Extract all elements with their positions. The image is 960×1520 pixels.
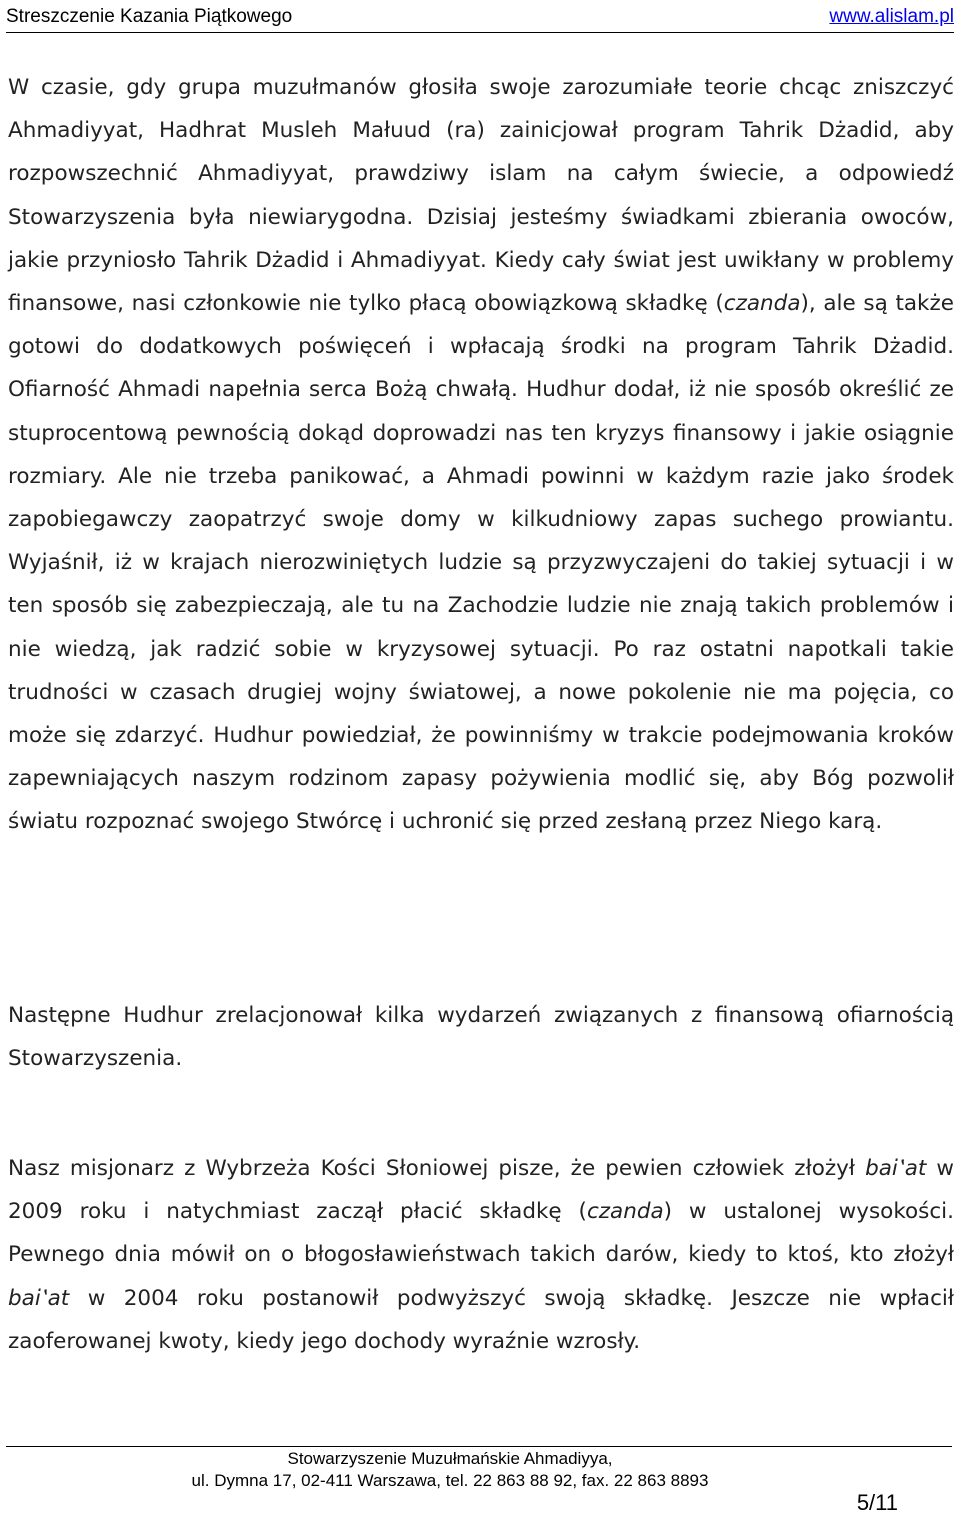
text-run: ), ale są także gotowi do dodatkowych poświęceń i wpłacają środki na program Tahrik Dżadid. Ofiarność Ahmadi napełnia serca Bożą chwałą. Hudhur dodał, iż nie sposób określić ze stuprocentową pewnością dokąd doprowadzi nas ten kryzys finansowy i jakie osiągnie rozmiary. Ale nie trzeba panikować, a Ahmadi powinni w każdym razie jako środek zapobiegawczy zaopatrzyć swoje domy w kilkudniowy zapas suchego prowiantu. Wyjaśnił, iż w krajach nierozwiniętych ludzie są przyzwyczajeni do takiej sytuacji i w ten sposób się zabezpieczają, ale tu na Zachodzie ludzie nie znają takich problemów i nie wiedzą, jak radzić sobie w kryzysowej sytuacji. Po raz ostatni napotkali takie trudności w czasach drugiej wojny światowej, a nowe pokolenie nie ma pojęcia, co może się zdarzyć. Hudhur powiedział, że powinniśmy w trakcie podejmowania kroków zapewniających naszym rodzinom zapasy pożywienia modlić się, aby Bóg pozwolił światu rozpoznać swojego Stwórcę i uchronić się przed zesłaną przez Niego karą. bbox=[8, 291, 955, 835]
header-url-link[interactable]: www.alislam.pl bbox=[829, 6, 954, 27]
header-title: Streszczenie Kazania Piątkowego bbox=[6, 6, 293, 27]
page-header bbox=[6, 4, 954, 30]
page-number: 5/11 bbox=[856, 1490, 898, 1515]
text-run: Nasz misjonarz z Wybrzeża Kości Słoniowej pisze, że pewien człowiek złożył bbox=[8, 1156, 866, 1181]
italic-term: bai‛at bbox=[8, 1285, 70, 1311]
text-run: w 2004 roku postanowił podwyższyć swoją składkę. Jeszcze nie wpłacił zaoferowanej kwoty, kiedy jego dochody wyraźnie wzrosły. bbox=[8, 1285, 954, 1354]
header-divider bbox=[6, 32, 954, 33]
body-paragraph bbox=[8, 66, 954, 844]
italic-term: czanda bbox=[586, 1199, 664, 1225]
footer-address bbox=[0, 1448, 900, 1492]
text-run: ) w ustalonej wysokości. Pewnego dnia mówił on o błogosławieństwach takich darów, kiedy to ktoś, kto złożył bbox=[8, 1199, 954, 1268]
text-run: W czasie, gdy grupa muzułmanów głosiła swoje zarozumiałe teorie chcąc zniszczyć Ahmadiyyat, Hadhrat Musleh Małuud (ra) zainicjował program Tahrik Dżadid, aby rozpowszechnić Ahmadiyyat, prawdziwy islam na całym świecie, a odpowiedź Stowarzyszenia była niewiarygodna. Dzisiaj jesteśmy świadkami zbierania owoców, jakie przyniosło Tahrik Dżadid i Ahmadiyyat. Kiedy cały świat jest uwikłany w problemy finansowe, nasi członkowie nie tylko płacą obowiązkową składkę ( bbox=[8, 75, 954, 317]
italic-term: czanda bbox=[723, 291, 801, 317]
text-run: w 2009 roku i natychmiast zaczął płacić składkę ( bbox=[8, 1156, 954, 1225]
body-paragraph bbox=[8, 1147, 954, 1363]
footer-contact: ul. Dymna 17, 02-411 Warszawa, tel. 22 863 88 92, fax. 22 863 8893 bbox=[191, 1471, 709, 1490]
footer-organization: Stowarzyszenie Muzułmańskie Ahmadiyya, bbox=[287, 1449, 613, 1468]
footer-divider bbox=[6, 1446, 952, 1447]
italic-term: bai‛at bbox=[865, 1156, 927, 1181]
body-paragraph bbox=[8, 994, 954, 1080]
text-run: Następne Hudhur zrelacjonował kilka wydarzeń związanych z finansową ofiarnością Stowarzyszenia. bbox=[8, 1003, 954, 1072]
